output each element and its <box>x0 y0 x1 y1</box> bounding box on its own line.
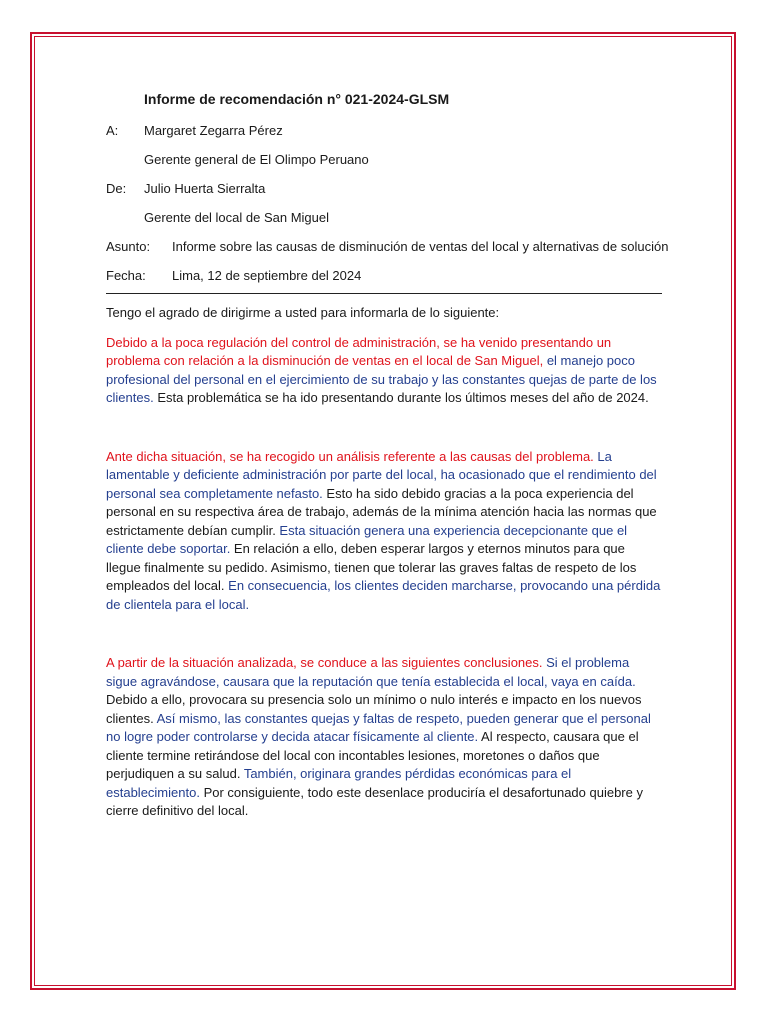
to-label: A: <box>106 123 119 138</box>
from-label: De: <box>106 181 127 196</box>
p3-sentence-4: Así mismo, las constantes quejas y faltas de respeto, pueden generar que el personal no logre poder controlarse y decida atacar físicamente al cliente. <box>106 710 651 744</box>
header-divider <box>106 293 662 294</box>
p2-sentence-4: Esta situación genera una experiencia decepcionante que el cliente debe soportar. <box>106 522 628 556</box>
to-role: Gerente general de El Olimpo Peruano <box>144 152 369 167</box>
subject-value: Informe sobre las causas de disminución de ventas del local y alternativas de solución <box>172 239 669 254</box>
header-to <box>106 122 662 140</box>
intro-text: Tengo el agrado de dirigirme a usted para informarla de lo siguiente: <box>106 305 500 320</box>
p3-sentence-3: Debido a ello, provocara su presencia solo un mínimo o nulo interés e impacto en los nuevos clientes. <box>106 692 642 726</box>
p2-sentence-6: En consecuencia, los clientes deciden marcharse, provocando una pérdida de clientela para el local. <box>106 578 661 612</box>
p1-sentence-2: el manejo poco profesional del personal en el ejercimiento de su trabajo y las constantes quejas de parte de los clientes. <box>106 353 657 405</box>
p2-sentence-5: En relación a ello, deben esperar largos y eternos minutos para que llegue finalmente su pedido. Asimismo, tienen que tolerar las graves faltas de respeto de los empleados del local. <box>106 541 637 593</box>
header-to-role <box>106 151 662 169</box>
paragraph-1 <box>106 334 662 408</box>
p2-sentence-3: Esto ha sido debido gracias a la poca experiencia del personal en su respectiva área de trabajo, además de la mínima atención hacia las normas que estrictamente debían cumplir. <box>106 485 657 538</box>
paragraph-2 <box>106 448 662 615</box>
date-value: Lima, 12 de septiembre del 2024 <box>172 268 362 283</box>
p3-sentence-1: A partir de la situación analizada, se conduce a las siguientes conclusiones. <box>106 655 543 670</box>
to-name: Margaret Zegarra Pérez <box>144 123 283 138</box>
date-label: Fecha: <box>106 268 146 283</box>
document-title: Informe de recomendación n° 021-2024-GLSM <box>144 91 450 107</box>
p3-sentence-6: También, originara grandes pérdidas económicas para el establecimiento. <box>106 766 572 800</box>
p3-sentence-2: Si el problema sigue agravándose, causara que la reputación que tenía establecida el local, vaya en caída. <box>106 655 636 689</box>
from-name: Julio Huerta Sierralta <box>144 181 266 196</box>
p2-sentence-2: La lamentable y deficiente administración por parte del local, ha ocasionado que el rendimiento del personal sea completamente nefasto. <box>106 448 657 501</box>
p3-sentence-5: Al respecto, causara que el cliente termine retirándose del local con incontables lesiones, moretones o daños que perjudiquen a su salud. <box>106 729 639 781</box>
header-subject <box>106 238 669 256</box>
header-from-role <box>106 209 662 227</box>
p3-sentence-7: Por consiguiente, todo este desenlace produciría el desafortunado quiebre y cierre definitivo del local. <box>106 784 643 818</box>
from-role: Gerente del local de San Miguel <box>144 210 330 225</box>
p1-sentence-1: Debido a la poca regulación del control de administración, se ha venido presentando un problema con relación a la disminución de ventas en el local de San Miguel, <box>106 334 612 368</box>
header-date <box>106 267 662 285</box>
paragraph-3 <box>106 654 662 821</box>
p1-sentence-3: Esta problemática se ha ido presentando durante los últimos meses del año de 2024. <box>153 390 649 405</box>
p2-sentence-1: Ante dicha situación, se ha recogido un análisis referente a las causas del problema. <box>106 448 594 464</box>
header-from <box>106 180 662 198</box>
document-body <box>106 90 669 861</box>
subject-label: Asunto: <box>106 239 151 254</box>
